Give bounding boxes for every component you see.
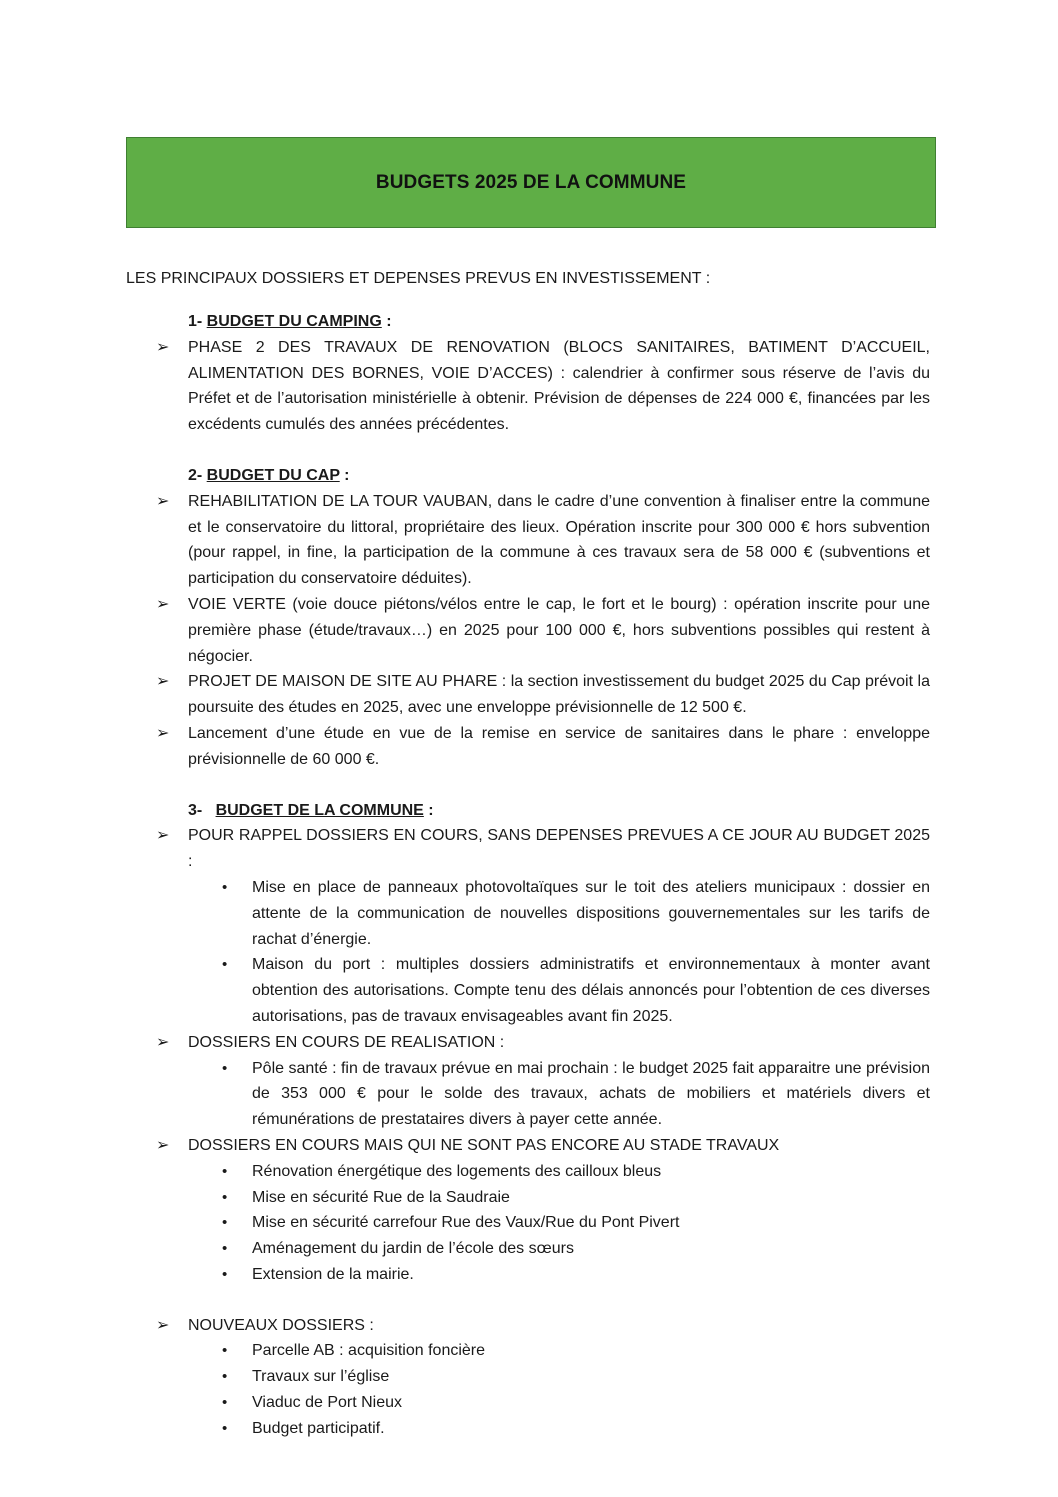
- bullet-dot-icon: •: [222, 956, 228, 974]
- section-number: 2-: [188, 466, 207, 484]
- sub-list-item-text: Aménagement du jardin de l’école des sœurs: [252, 1240, 574, 1258]
- bullet-dot-icon: •: [222, 1368, 228, 1386]
- list-item-text: PROJET DE MAISON DE SITE AU PHARE : la section investissement du budget 2025 du Cap prévoit la poursuite des études en 2025, avec une enveloppe prévisionnelle de 12 500 €.: [188, 673, 930, 717]
- list-item-text: DOSSIERS EN COURS DE REALISATION :: [188, 1033, 505, 1051]
- list-item-text: VOIE VERTE (voie douce piétons/vélos entre le cap, le fort et le bourg) : opération inscrite pour une première phase (étude/travaux…) en 2025 pour 100 000 €, hors subventions possibles qui restent à négocier.: [188, 595, 930, 665]
- list-item: [126, 669, 930, 721]
- sub-list: [126, 1338, 930, 1441]
- section-heading: [188, 798, 930, 824]
- section-spacer: [126, 438, 930, 463]
- list-item-text: POUR RAPPEL DOSSIERS EN COURS, SANS DEPENSES PREVUES A CE JOUR AU BUDGET 2025 :: [188, 827, 930, 871]
- bullet-dot-icon: •: [222, 1419, 228, 1437]
- bullet-dot-icon: •: [222, 1342, 228, 1360]
- sub-list-item-text: Rénovation énergétique des logements des cailloux bleus: [252, 1162, 662, 1180]
- intro-text: LES PRINCIPAUX DOSSIERS ET DEPENSES PREVUS EN INVESTISSEMENT :: [126, 270, 711, 287]
- sub-list-item: [126, 1159, 930, 1185]
- bullet-dot-icon: •: [222, 1162, 228, 1180]
- section-number: 1-: [188, 313, 207, 330]
- sub-list-item-text: Mise en place de panneaux photovoltaïques sur le toit des ateliers municipaux : dossier en attente de la communication de nouvelles dispositions gouvernementales sur les tarifs de rachat d’énergie.: [252, 878, 930, 948]
- list-item: [126, 489, 930, 592]
- list-item: [126, 335, 930, 438]
- list-item: [126, 1030, 930, 1056]
- section-heading: [188, 309, 930, 335]
- sub-list-item-text: Mise en sécurité Rue de la Saudraie: [252, 1188, 510, 1206]
- section-title: BUDGET DU CAMPING: [206, 313, 382, 330]
- sub-list-item-text: Viaduc de Port Nieux: [252, 1394, 403, 1412]
- sub-list-item: [126, 952, 930, 1029]
- sub-list-item: [126, 1390, 930, 1416]
- bullet-dot-icon: •: [222, 878, 228, 896]
- list-item: [126, 721, 930, 773]
- arrow-bullet-icon: ➢: [156, 595, 170, 613]
- arrow-bullet-icon: ➢: [156, 1033, 170, 1051]
- sub-list-item: [126, 1338, 930, 1364]
- bullet-dot-icon: •: [222, 1214, 228, 1232]
- bullet-dot-icon: •: [222, 1188, 228, 1206]
- sub-list-item: [126, 1236, 930, 1262]
- section-title: BUDGET DE LA COMMUNE: [215, 801, 424, 819]
- sub-list-item: [126, 1210, 930, 1236]
- sub-list-item: [126, 1185, 930, 1211]
- bullet-dot-icon: •: [222, 1394, 228, 1412]
- arrow-bullet-icon: ➢: [156, 827, 170, 845]
- sub-list: [126, 1056, 930, 1133]
- list-item-text: Lancement d’une étude en vue de la remise en service de sanitaires dans le phare : enveloppe prévisionnelle de 60 000 €.: [188, 724, 930, 768]
- section-heading: [188, 463, 930, 489]
- section-spacer: [126, 773, 930, 798]
- arrow-bullet-icon: ➢: [156, 724, 170, 742]
- sub-list-item-text: Parcelle AB : acquisition foncière: [252, 1342, 486, 1360]
- title-banner: [126, 137, 936, 228]
- arrow-bullet-icon: ➢: [156, 1316, 170, 1334]
- list-item: [126, 823, 930, 875]
- sub-list: [126, 875, 930, 1030]
- list-item: [126, 592, 930, 669]
- sub-list-item-text: Maison du port : multiples dossiers administratifs et environnementaux à monter avant obtention des autorisations. Compte tenu des délais annoncés pour l’obtention de ces diverses autorisations, pas de travaux envisageables avant fin 2025.: [252, 956, 930, 1025]
- document-title: BUDGETS 2025 DE LA COMMUNE: [375, 171, 687, 193]
- list-item-text: REHABILITATION DE LA TOUR VAUBAN, dans le cadre d’une convention à finaliser entre la commune et le conservatoire du littoral, propriétaire des lieux. Opération inscrite pour 300 000 € hors subvention (pour rappel, in fine, la participation de la commune à ces travaux sera de 58 000 € (subventions et participation du conservatoire déduites).: [188, 492, 930, 588]
- arrow-bullet-icon: ➢: [156, 1136, 170, 1154]
- section-suffix: :: [381, 313, 392, 330]
- sub-list-item: [126, 1262, 930, 1288]
- sub-list-item: [126, 1056, 930, 1133]
- list-item-text: PHASE 2 DES TRAVAUX DE RENOVATION (BLOCS SANITAIRES, BATIMENT D’ACCUEIL, ALIMENTATION DES BORNES, VOIE D’ACCES) : calendrier à confirmer sous réserve de l’avis du Préfet et de l’autorisation ministérielle à obtenir. Prévision de dépenses de 224 000 €, financées par les excédents cumulés des années précédentes.: [188, 338, 930, 434]
- bullet-dot-icon: •: [222, 1059, 228, 1077]
- section-suffix: :: [339, 466, 350, 484]
- sub-list-item: [126, 1364, 930, 1390]
- section-suffix: :: [423, 801, 434, 819]
- sub-list: [126, 1159, 930, 1288]
- list-item: [126, 1133, 930, 1159]
- list-item-text: NOUVEAUX DOSSIERS :: [188, 1316, 374, 1334]
- document-content: [126, 309, 930, 1442]
- section-number: 3-: [188, 801, 216, 819]
- sub-list-item-text: Extension de la mairie.: [252, 1265, 414, 1283]
- list-item: [126, 1313, 930, 1339]
- sub-list-item: [126, 875, 930, 952]
- arrow-bullet-icon: ➢: [156, 492, 170, 510]
- bullet-dot-icon: •: [222, 1240, 228, 1258]
- sub-list-item-text: Pôle santé : fin de travaux prévue en mai prochain : le budget 2025 fait apparaitre une prévision de 353 000 € pour le solde des travaux, achats de mobiliers et matériels divers et rémunérations de prestataires divers à payer cette année.: [252, 1059, 930, 1129]
- item-spacer: [126, 1288, 930, 1313]
- sub-list-item: [126, 1416, 930, 1442]
- list-item-text: DOSSIERS EN COURS MAIS QUI NE SONT PAS ENCORE AU STADE TRAVAUX: [188, 1136, 780, 1154]
- sub-list-item-text: Travaux sur l’église: [252, 1368, 390, 1386]
- arrow-bullet-icon: ➢: [156, 673, 170, 691]
- section-title: BUDGET DU CAP: [206, 466, 340, 484]
- sub-list-item-text: Mise en sécurité carrefour Rue des Vaux/Rue du Pont Pivert: [252, 1214, 680, 1232]
- sub-list-item-text: Budget participatif.: [252, 1419, 385, 1437]
- bullet-dot-icon: •: [222, 1265, 228, 1283]
- arrow-bullet-icon: ➢: [156, 338, 170, 356]
